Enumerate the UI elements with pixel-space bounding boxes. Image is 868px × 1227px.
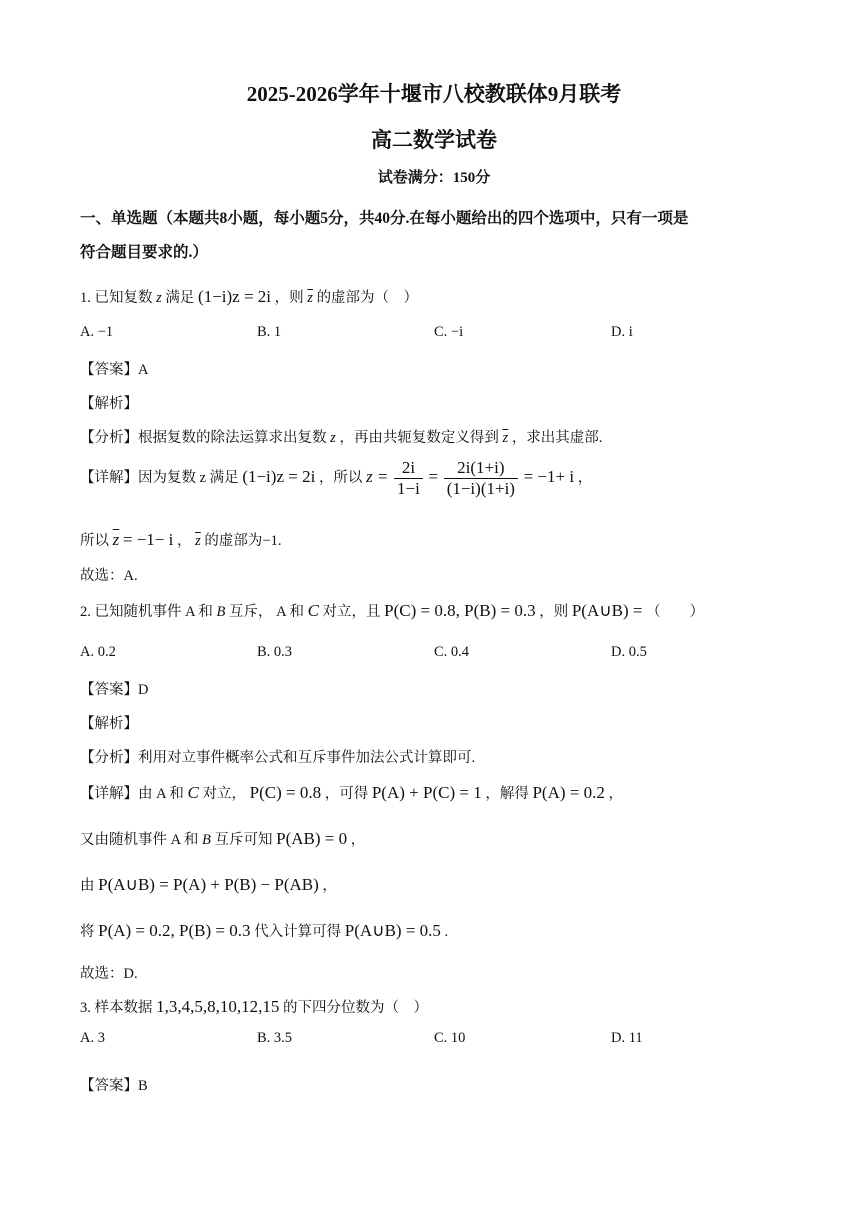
section-heading-line2: 符合题目要求的.） (80, 244, 208, 261)
q1-detail: 【详解】因为复数 z 满足 (1−i)z = 2i ，所以 z = $\frac{2i}{1-i}$ = $\frac{2i(1+i)}{(1-i)(1+i)}$ = −1+ i ， (80, 458, 593, 498)
q2-answer: 【答案】D (80, 682, 149, 698)
q2-option-b: B. 0.3 (257, 644, 293, 660)
q2-jiexi: 【解析】 (80, 716, 138, 732)
q1-option-b: B. 1 (257, 324, 282, 340)
q1-stem: 1. 已知复数 z 满足 (1−i)z = 2i ，则 $\overline{z}$ 的虚部为（ ） (80, 287, 419, 306)
q1-fraction-1: $\frac{2i}{1-i}$ (394, 460, 423, 497)
q2-detail-line1: 【详解】由 A 和 C 对立， P(C) = 0.8 ，可得 P(A) + P(C) = 1 ，解得 P(A) = 0.2 ， (80, 783, 623, 802)
q3-answer: 【答案】B (80, 1078, 148, 1094)
q1-jiexi: 【解析】 (80, 396, 138, 412)
q2-choice: 故选：D. (80, 966, 138, 982)
q1-options (80, 324, 780, 346)
full-score: 试卷满分：150分 (377, 170, 491, 186)
q3-option-c: C. 10 (434, 1030, 466, 1046)
q1-analysis: 【分析】根据复数的除法运算求出复数 z ，再由共轭复数定义得到 $\overline{z}$ ，求出其虚部. (80, 430, 603, 446)
q1-option-c: C. −i (434, 324, 464, 340)
q1-option-d: D. i (611, 324, 633, 340)
q2-option-c: C. 0.4 (434, 644, 470, 660)
q1-option-a: A. −1 (80, 324, 114, 340)
q3-options (80, 1030, 780, 1052)
q2-detail-line3: 由 P(A∪B) = P(A) + P(B) − P(AB) ， (80, 875, 337, 894)
exam-title: 2025-2026学年十堰市八校教联体9月联考 (246, 82, 622, 106)
q2-detail-line2: 又由随机事件 A 和 B 互斥可知 P(AB) = 0 ， (80, 829, 366, 848)
q3-option-d: D. 11 (611, 1030, 643, 1046)
q1-choice: 故选：A. (80, 568, 138, 584)
exam-subtitle: 高二数学试卷 (371, 128, 497, 152)
q2-stem: 2. 已知随机事件 A 和 B 互斥， A 和 C 对立，且 P(C) = 0.8, P(B) = 0.3 ，则 P(A∪B) = （ ） (80, 601, 705, 620)
q1-fraction-2: $\frac{2i(1+i)}{(1-i)(1+i)}$ (444, 460, 518, 497)
q2-option-a: A. 0.2 (80, 644, 116, 660)
q2-options (80, 644, 780, 666)
q1-detail-line2: 所以 $\overline{z} = -1- i$ ， $\overline{z}$ 的虚部为−1. (80, 530, 282, 549)
q2-analysis: 【分析】利用对立事件概率公式和互斥事件加法公式计算即可. (80, 750, 476, 766)
q3-option-a: A. 3 (80, 1030, 105, 1046)
section-heading-line1: 一、单选题（本题共8小题，每小题5分，共40分.在每小题给出的四个选项中，只有一项是 (80, 210, 689, 227)
q3-stem: 3. 样本数据 1,3,4,5,8,10,12,15 的下四分位数为（ ） (80, 997, 428, 1016)
q2-option-d: D. 0.5 (611, 644, 647, 660)
q1-answer: 【答案】A (80, 362, 149, 378)
q3-option-b: B. 3.5 (257, 1030, 293, 1046)
q2-detail-line4: 将 P(A) = 0.2, P(B) = 0.3 代入计算可得 P(A∪B) = 0.5 . (80, 921, 449, 940)
